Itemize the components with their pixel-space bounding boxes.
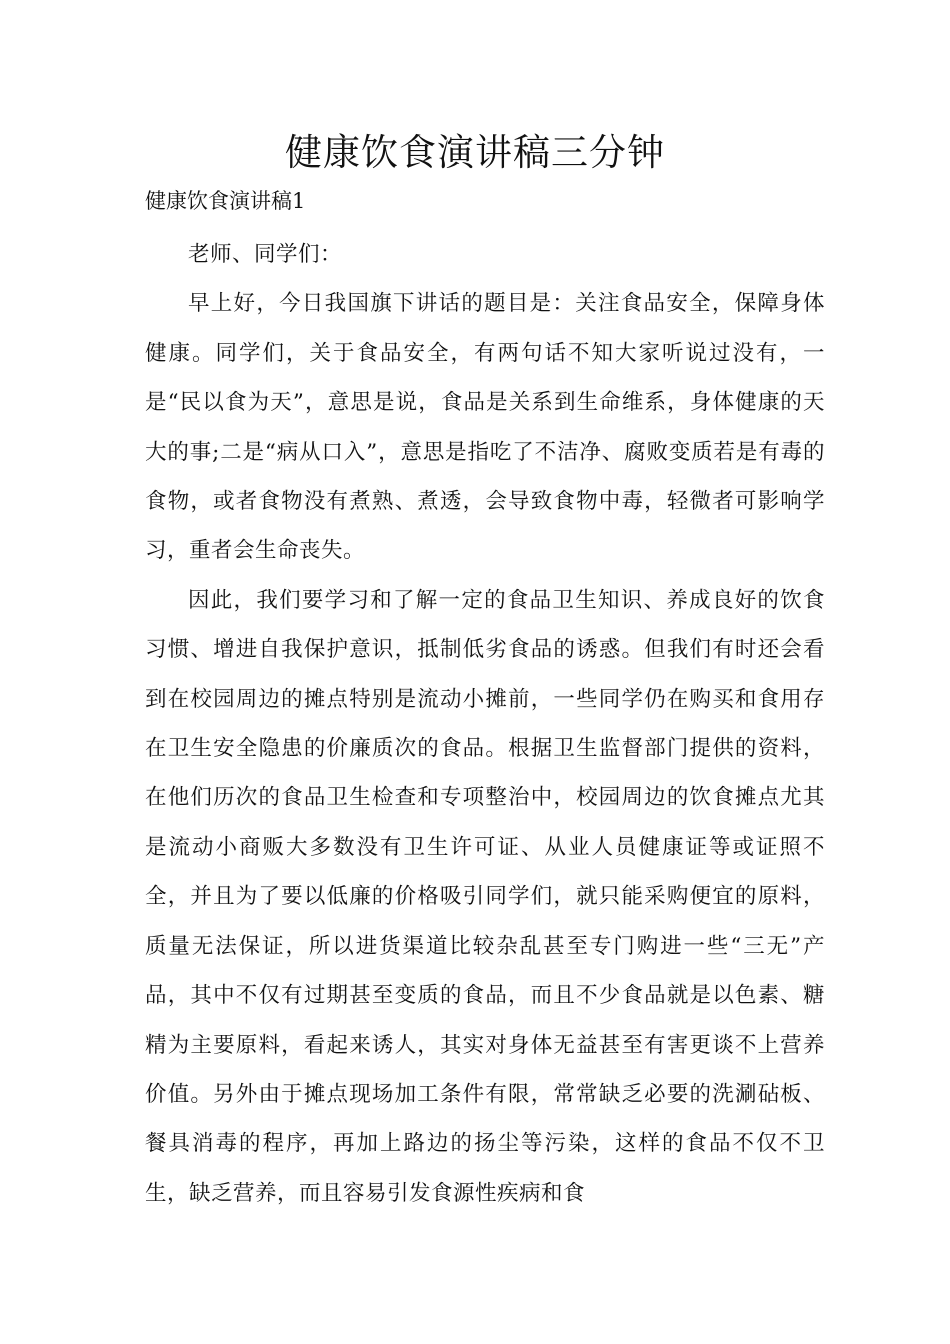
document-title: 健康饮食演讲稿三分钟 (285, 131, 665, 174)
paragraph-greeting: 老师、同学们： (188, 242, 343, 267)
document-subtitle: 健康饮食演讲稿1 (145, 189, 306, 213)
paragraph-main: 因此，我们要学习和了解一定的食品卫生知识、养成良好的饮食习惯、增进自我保护意识，抵制低劣食品的诱惑。但我们有时还会看到在校园周边的摊点特别是流动小摊前，一些同学仍在购买和食用存在卫生安全隐患的价廉质次的食品。根据卫生监督部门提供的资料，在他们历次的食品卫生检查和专项整治中，校园周边的饮食摊点尤其是流动小商贩大多数没有卫生许可证、从业人员健康证等或证照不全，并且为了要以低廉的价格吸引同学们，就只能采购便宜的原料，质量无法保证，所以进货渠道比较杂乱甚至专门购进一些“三无”产品，其中不仅有过期甚至变质的食品，而且不少食品就是以色素、糖精为主要原料，看起来诱人，其实对身体无益甚至有害更谈不上营养价值。另外由于摊点现场加工条件有限，常常缺乏必要的洗涮砧板、餐具消毒的程序，再加上路边的扬尘等污染，这样的食品不仅不卫生，缺乏营养，而且容易引发食源性疾病和食 (145, 587, 825, 1206)
paragraph-intro: 早上好，今日我国旗下讲话的题目是：关注食品安全，保障身体健康。同学们，关于食品安全，有两句话不知大家听说过没有，一是“民以食为天”，意思是说，食品是关系到生命维系，身体健康的天大的事;二是“病从口入”，意思是指吃了不洁净、腐败变质若是有毒的食物，或者食物没有煮熟、煮透，会导致食物中毒，轻微者可影响学习，重者会生命丧失。 (145, 291, 825, 564)
document-body (145, 230, 825, 1218)
